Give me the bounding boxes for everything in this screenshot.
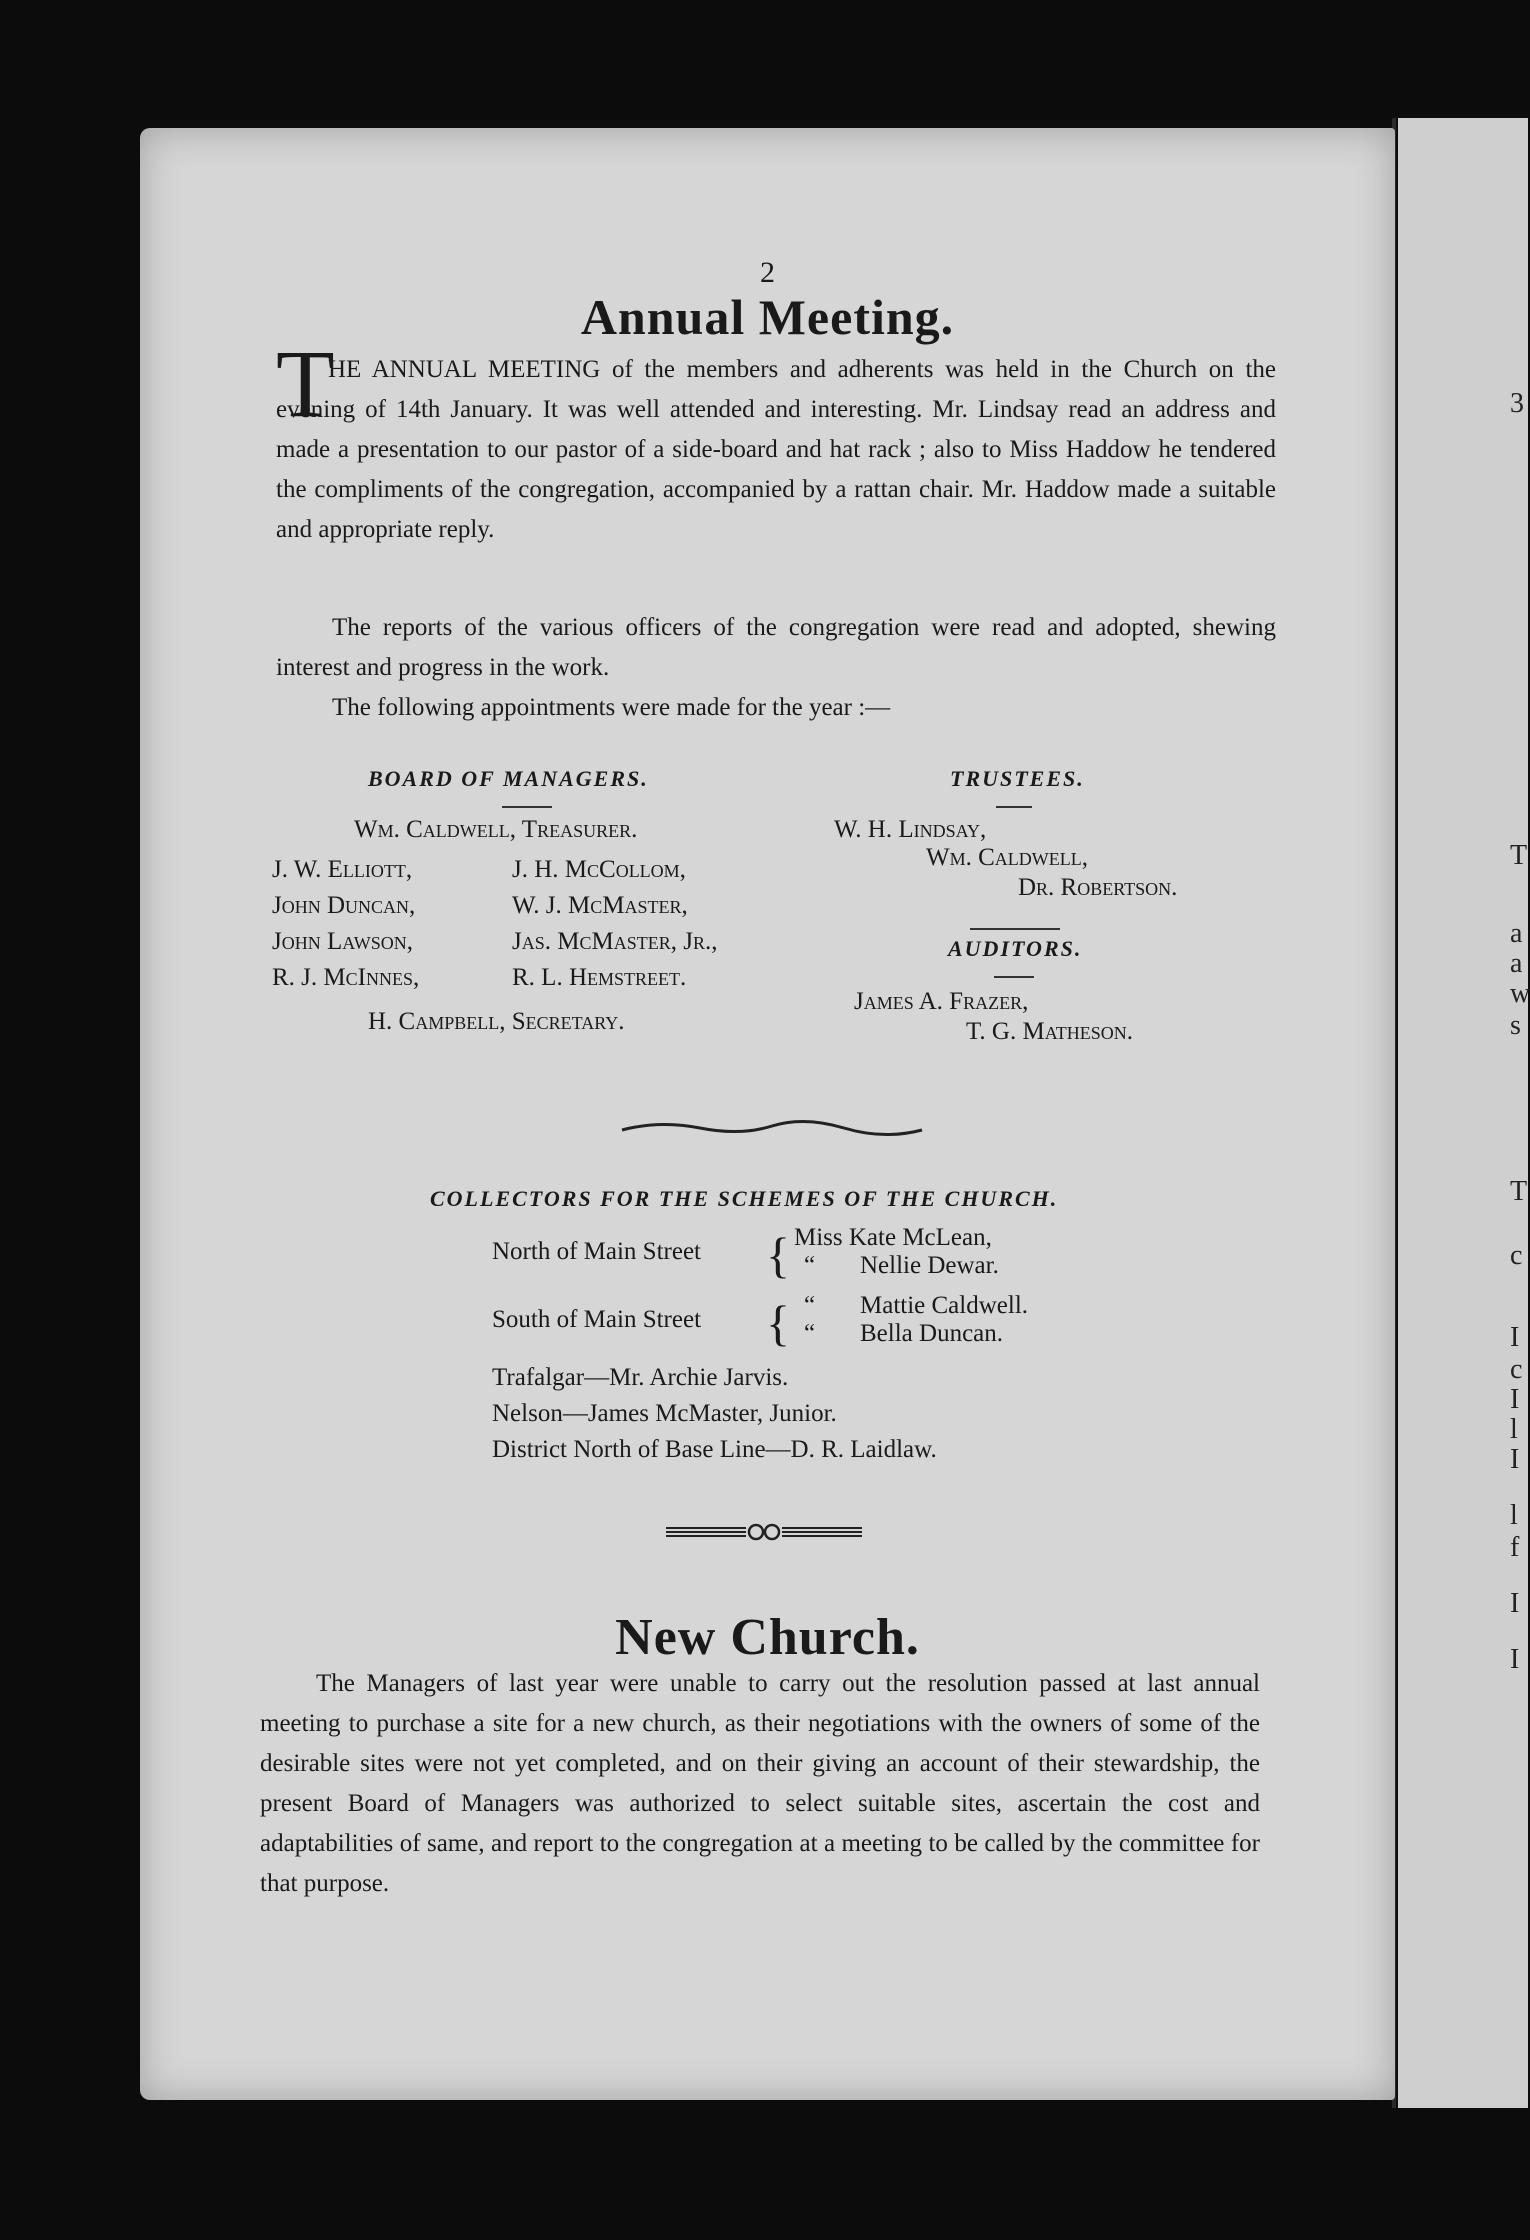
ditto-mark: “ bbox=[804, 1252, 816, 1279]
edge-char: T bbox=[1510, 1176, 1528, 1207]
trustees-heading: TRUSTEES. bbox=[950, 766, 1085, 791]
edge-char: T bbox=[1510, 840, 1528, 871]
collector-name: Miss Kate McLean, bbox=[794, 1224, 992, 1251]
edge-char: 3 bbox=[1510, 388, 1524, 419]
edge-char: c bbox=[1510, 1240, 1523, 1271]
annual-meeting-title: Annual Meeting. bbox=[580, 289, 955, 345]
collector-line: Nelson—James McMaster, Junior. bbox=[492, 1400, 837, 1427]
board-member: J. H. McCollom, bbox=[512, 856, 686, 883]
collector-line: Trafalgar—Mr. Archie Jarvis. bbox=[492, 1364, 789, 1391]
divider bbox=[502, 806, 552, 808]
edge-char: I bbox=[1510, 1384, 1520, 1415]
next-page-edge bbox=[1398, 118, 1528, 2108]
auditor-name: T. G. Matheson. bbox=[966, 1018, 1133, 1045]
board-treasurer: Wm. Caldwell, Treasurer. bbox=[354, 816, 638, 843]
edge-char: a bbox=[1510, 948, 1523, 979]
page-number: 2 bbox=[760, 256, 775, 289]
collector-name: Bella Duncan. bbox=[860, 1320, 1004, 1347]
edge-char: s bbox=[1510, 1010, 1521, 1041]
trustee-name: W. H. Lindsay, bbox=[834, 816, 987, 843]
board-member: J. W. Elliott, bbox=[272, 856, 413, 883]
wavy-divider bbox=[620, 1118, 924, 1138]
edge-char: w bbox=[1510, 978, 1530, 1009]
drop-cap: T bbox=[276, 330, 335, 437]
board-heading: BOARD OF MANAGERS. bbox=[368, 766, 649, 791]
board-secretary: H. Campbell, Secretary. bbox=[368, 1008, 625, 1035]
divider bbox=[994, 976, 1034, 978]
appointments-paragraph: The following appointments were made for the year :— bbox=[332, 694, 891, 721]
divider bbox=[970, 928, 1060, 930]
auditors-heading: AUDITORS. bbox=[948, 936, 1083, 961]
edge-char: l bbox=[1510, 1500, 1518, 1531]
brace: { bbox=[766, 1295, 790, 1351]
south-label: South of Main Street bbox=[492, 1306, 702, 1333]
edge-char: c bbox=[1510, 1354, 1523, 1385]
brace: { bbox=[766, 1227, 790, 1283]
board-member: John Duncan, bbox=[272, 892, 416, 919]
north-label: North of Main Street bbox=[492, 1238, 701, 1265]
collector-name: Nellie Dewar. bbox=[860, 1252, 999, 1279]
ditto-mark: “ bbox=[804, 1292, 816, 1319]
trustee-name: Dr. Robertson. bbox=[1018, 874, 1178, 901]
edge-char: f bbox=[1510, 1532, 1520, 1563]
board-member: John Lawson, bbox=[272, 928, 414, 955]
edge-char: I bbox=[1510, 1588, 1520, 1619]
ditto-mark: “ bbox=[804, 1320, 816, 1347]
edge-char: I bbox=[1510, 1322, 1520, 1353]
document-page bbox=[140, 128, 1395, 2100]
collectors-heading: COLLECTORS FOR THE SCHEMES OF THE CHURCH. bbox=[430, 1186, 1059, 1211]
edge-char: I bbox=[1510, 1644, 1520, 1675]
edge-char: l bbox=[1510, 1414, 1518, 1445]
board-member: R. J. McInnes, bbox=[272, 964, 420, 991]
edge-char: I bbox=[1510, 1444, 1520, 1475]
new-church-title: New Church. bbox=[615, 1609, 920, 1666]
annual-meeting-intro: HE ANNUAL MEETING of the members and adherents was held in the Church on the evening of 14th January. It was well attended and interesting. Mr. Lindsay read an address and made a presentation to our pastor of a side-board and hat rack ; also to Miss Haddow he tendered the compliments of the congregation, accompanied by a rattan chair. Mr. Haddow made a suitable and appropriate reply. bbox=[276, 356, 1276, 543]
collector-line: District North of Base Line—D. R. Laidlaw. bbox=[492, 1436, 937, 1463]
board-member: Jas. McMaster, Jr., bbox=[512, 928, 718, 955]
board-member: W. J. McMaster, bbox=[512, 892, 688, 919]
edge-char: a bbox=[1510, 918, 1523, 949]
divider bbox=[996, 806, 1032, 808]
collector-name: Mattie Caldwell. bbox=[860, 1292, 1029, 1319]
trustee-name: Wm. Caldwell, bbox=[926, 844, 1088, 871]
auditor-name: James A. Frazer, bbox=[854, 988, 1029, 1015]
reports-paragraph: The reports of the various officers of the congregation were read and adopted, shewing interest and progress in the work. bbox=[276, 614, 1276, 681]
board-member: R. L. Hemstreet. bbox=[512, 964, 687, 991]
new-church-body: The Managers of last year were unable to carry out the resolution passed at last annual meeting to purchase a site for a new church, as their negotiations with the owners of some of the desirable sites were not yet completed, and on their giving an account of their stewardship, the present Board of Managers was authorized to select suitable sites, ascertain the cost and adaptabilities of same, and report to the congregation at a meeting to be called by the committee for that purpose. bbox=[260, 1670, 1260, 1897]
ornament-divider bbox=[664, 1520, 864, 1544]
